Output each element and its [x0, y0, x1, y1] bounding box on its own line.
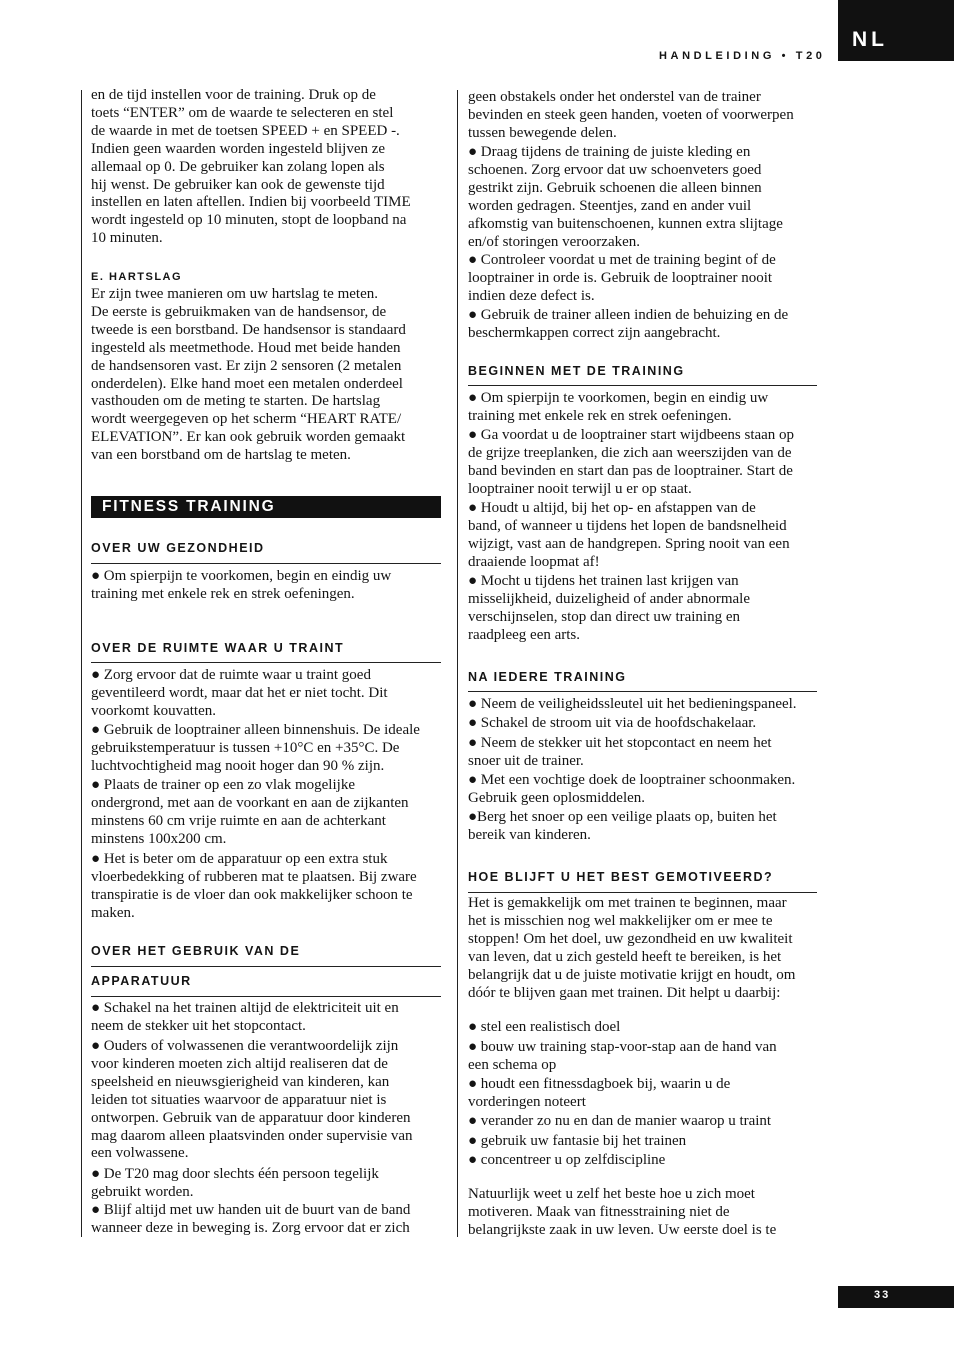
subsection-heading: NA IEDERE TRAINING	[468, 670, 817, 692]
language-tab-label: NL	[852, 28, 888, 51]
bullet-item: ● Het is beter om de apparatuur op een extra stuk vloerbedekking of rubberen mat te plaatsen. Bij zware transpiratie is de vloer dan ook makkelijker schoon te maken.	[91, 851, 417, 921]
bullet-item: ● Gebruik de looptrainer alleen binnenshuis. De ideale gebruikstemperatuur is tussen +10°C en +35°C. De luchtvochtigheid mag nooit hoger dan 90 % zijn.	[91, 722, 420, 774]
bullet-item: ● Neem de stekker uit het stopcontact en neem het snoer uit de trainer.	[468, 735, 772, 769]
bullet-item: ● Gebruik de trainer alleen indien de behuizing en de beschermkappen correct zijn aangebracht.	[468, 307, 789, 341]
subsection-heading: HOE BLIJFT U HET BEST GEMOTIVEERD?	[468, 870, 817, 893]
tip-item: ● concentreer u op zelfdiscipline	[468, 1152, 666, 1168]
bullet-item: ● Om spierpijn te voorkomen, begin en eindig uw training met enkele rek en strek oefeningen.	[91, 568, 392, 602]
tip-item: ● stel een realistisch doel	[468, 1019, 621, 1035]
body-paragraph: Het is gemakkelijk om met trainen te beginnen, maar het is misschien nog wel makkelijker om er mee te stoppen! Om het doel, uw gezondheid en uw kwaliteit van leven, dat u zich gesteld heeft te bereiken, is het belangrijk dat u de juiste motivatie krijgt en houdt, om dóór te blijven gaan met trainen. Dit helpt u daarbij:	[468, 895, 796, 1001]
subsection-heading: BEGINNEN MET DE TRAINING	[468, 364, 817, 386]
subsection-heading: OVER UW GEZONDHEID	[91, 541, 441, 564]
bullet-item: ● Draag tijdens de training de juiste kleding en schoenen. Zorg ervoor dat uw schoenveters goed gestrikt zijn. Gebruik schoenen die alleen binnen worden gedragen. Steentjes, zand en ander vuil afkomstig van buitenschoenen, kunnen extra slijtage en/of storingen veroorzaken.	[468, 144, 783, 250]
bullet-item: ● Zorg ervoor dat de ruimte waar u traint goed geventileerd wordt, maar dat het er niet tocht. Dit voorkomt kouvatten.	[91, 667, 388, 719]
bullet-item: ● Controleer voordat u met de training begint of de looptrainer in orde is. Gebruik de looptrainer nooit indien deze defect is.	[468, 252, 776, 304]
bullet-item: ● Ga voordat u de looptrainer start wijdbeens staan op de grijze treeplanken, die zich aan weerszijden van de band bevinden en start dan pas de looptrainer. Start de looptrainer nooit terwijl u er op staat.	[468, 427, 795, 497]
bullet-item: ● Ouders of volwassenen die verantwoordelijk zijn voor kinderen moeten zich altijd realiseren dat de speelsheid en nieuwsgierigheid van kinderen, kan leiden tot situaties waarvoor de apparatuur niet is ontworpen. Gebruik van de apparatuur door kinderen mag daarom alleen plaatsvinden onder supervisie van een volwassene.	[91, 1038, 413, 1162]
bullet-item: ●Berg het snoer op een veilige plaats op, buiten het bereik van kinderen.	[468, 809, 777, 843]
bullet-item: ● De T20 mag door slechts één persoon tegelijk gebruikt worden.	[91, 1166, 379, 1200]
tip-item: ● houdt een fitnessdagboek bij, waarin u de vorderingen noteert	[468, 1076, 731, 1110]
bullet-item: ● Mocht u tijdens het trainen last krijgen van misselijkheid, duizeligheid of ander abnormale verschijnselen, stop dan direct uw training en raadpleeg een arts.	[468, 573, 750, 643]
body-paragraph: en de tijd instellen voor de training. Druk op de toets “ENTER” om de waarde te selecteren en stel de waarde in met de toetsen SPEED + en SPEED -. Indien geen waarden worden ingesteld blijven ze allemaal op 0. De gebruiker kan zolang lopen als hij wenst. De gebruiker kan ook de gewenste tijd instellen en laten aftellen. Indien bij voorbeeld TIME wordt ingesteld op 10 minuten, stopt de loopband na 10 minuten.	[91, 87, 411, 247]
bullet-item: ● Neem de veiligheidssleutel uit het bedieningspaneel.	[468, 696, 797, 712]
subsection-heading: APPARATUUR	[91, 974, 441, 997]
language-tab	[838, 0, 954, 61]
bullet-item: ● Plaats de trainer op een zo vlak mogelijke ondergrond, met aan de voorkant en aan de zijkanten minstens 60 cm vrije ruimte en aan de achterkant minstens 100x200 cm.	[91, 777, 409, 847]
tip-item: ● verander zo nu en dan de manier waarop u traint	[468, 1113, 772, 1129]
subsection-heading: OVER DE RUIMTE WAAR U TRAINT	[91, 641, 441, 663]
bullet-item: ● Om spierpijn te voorkomen, begin en eindig uw training met enkele rek en strek oefeningen.	[468, 390, 769, 424]
section-banner: FITNESS TRAINING	[91, 496, 441, 518]
left-margin-rule	[81, 90, 82, 1237]
body-paragraph: Er zijn twee manieren om uw hartslag te meten. De eerste is gebruikmaken van de handsensor, de tweede is een borstband. De handsensor is standaard ingesteld als meetmethode. Houd met beide handen de handsensoren vast. Er zijn 2 sensoren (2 metalen onderdelen). Elke hand moet een metalen onderdeel vasthouden om de meting te starten. De hartslag wordt weergegeven op het scherm “HEART RATE/ ELEVATION”. Er kan ook gebruik worden gemaakt van een borstband om de hartslag te meten.	[91, 286, 406, 464]
page-number-box	[838, 1286, 954, 1308]
page-number: 33	[874, 1289, 891, 1301]
subsection-heading-hartslag: E. HARTSLAG	[91, 271, 183, 283]
running-header: HANDLEIDING • T20	[659, 50, 826, 62]
bullet-item: ● Houdt u altijd, bij het op- en afstappen van de band, of wanneer u tijdens het lopen de bandsnelheid wijzigt, vast aan de handgrepen. Spring nooit van een draaiende loopmat af!	[468, 500, 790, 570]
bullet-item: ● Schakel de stroom uit via de hoofdschakelaar.	[468, 715, 757, 731]
column-divider	[457, 90, 458, 1237]
body-paragraph: geen obstakels onder het onderstel van de trainer bevinden en steek geen handen, voeten of voorwerpen tussen bewegende delen.	[468, 89, 794, 141]
tip-item: ● gebruik uw fantasie bij het trainen	[468, 1133, 687, 1149]
subsection-heading: OVER HET GEBRUIK VAN DE	[91, 944, 441, 967]
body-paragraph: Natuurlijk weet u zelf het beste hoe u zich moet motiveren. Maak van fitnesstraining niet de belangrijkste zaak in uw leven. Uw eerste doel is te	[468, 1186, 777, 1238]
bullet-item: ● Met een vochtige doek de looptrainer schoonmaken. Gebruik geen oplosmiddelen.	[468, 772, 796, 806]
bullet-item: ● Schakel na het trainen altijd de elektriciteit uit en neem de stekker uit het stopcontact.	[91, 1000, 399, 1034]
bullet-item: ● Blijf altijd met uw handen uit de buurt van de band wanneer deze in beweging is. Zorg ervoor dat er zich	[91, 1202, 411, 1236]
tip-item: ● bouw uw training stap-voor-stap aan de hand van een schema op	[468, 1039, 777, 1073]
